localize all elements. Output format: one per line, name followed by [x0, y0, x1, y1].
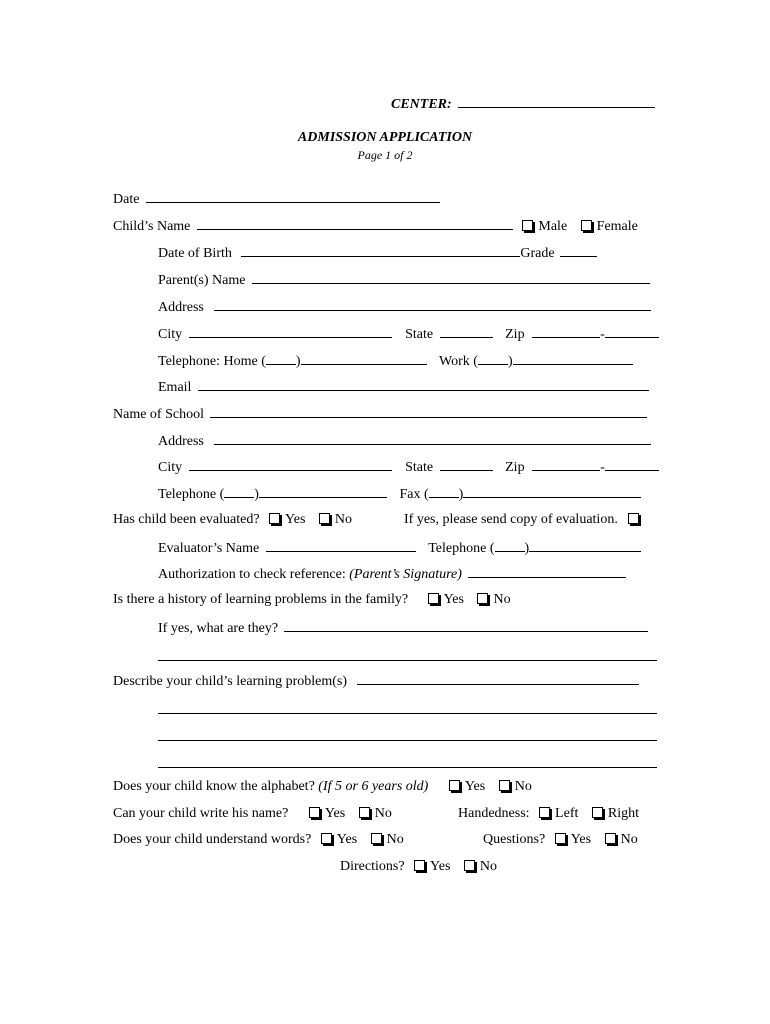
home-phone-label: Telephone: Home (	[158, 354, 266, 369]
dob-input[interactable]	[241, 244, 520, 257]
handedness-right-label: Right	[607, 806, 639, 821]
center-field	[391, 95, 655, 113]
history-question: Is there a history of learning problems in the family?	[113, 592, 409, 607]
directions-row	[340, 859, 497, 875]
handedness-right-checkbox[interactable]	[592, 807, 603, 818]
dob-row	[158, 244, 597, 262]
fax-label: Fax (	[399, 487, 429, 502]
grade-input[interactable]	[560, 244, 597, 257]
school-city-label: City	[158, 460, 183, 475]
form-title: ADMISSION APPLICATION	[297, 130, 473, 145]
signature-input[interactable]	[468, 565, 626, 578]
child-name-label: Child’s Name	[113, 219, 191, 234]
date-row	[113, 190, 440, 208]
evaluated-question: Has child been evaluated?	[113, 512, 260, 527]
history-followup-line-2[interactable]	[158, 660, 657, 661]
alphabet-note: (If 5 or 6 years old)	[318, 779, 429, 794]
write-name-yes-label: Yes	[324, 806, 346, 821]
male-label: Male	[538, 219, 568, 234]
school-phone-input[interactable]	[259, 485, 387, 498]
history-followup-input[interactable]	[284, 619, 648, 632]
alphabet-question: Does your child know the alphabet?	[113, 779, 315, 794]
directions-yes-label: Yes	[430, 859, 451, 874]
write-name-question: Can your child write his name?	[113, 806, 289, 821]
school-zip-ext-input[interactable]	[605, 458, 659, 471]
school-name-label: Name of School	[113, 407, 204, 422]
evaluator-row	[158, 539, 641, 557]
child-address-input[interactable]	[214, 298, 651, 311]
school-state-label: State	[405, 460, 434, 475]
words-no-checkbox[interactable]	[371, 833, 382, 844]
history-no-label: No	[493, 592, 511, 607]
evaluator-phone-label: Telephone (	[428, 541, 495, 556]
authorization-row	[158, 565, 626, 583]
child-city-input[interactable]	[189, 325, 392, 338]
describe-input[interactable]	[357, 672, 639, 685]
center-input[interactable]	[458, 95, 655, 108]
email-label: Email	[158, 380, 192, 395]
school-phone-row	[158, 485, 641, 503]
parents-row	[158, 271, 650, 289]
work-paren-close: )	[507, 354, 513, 369]
parents-input[interactable]	[252, 271, 650, 284]
handedness-label: Handedness:	[458, 806, 530, 821]
child-zip-label: Zip	[505, 327, 525, 342]
alphabet-row	[113, 779, 532, 795]
parents-label: Parent(s) Name	[158, 273, 246, 288]
female-label: Female	[596, 219, 638, 234]
grade-label: Grade	[520, 246, 555, 261]
date-input[interactable]	[146, 190, 440, 203]
evaluator-paren-close: )	[524, 541, 530, 556]
questions-row	[483, 832, 638, 848]
email-row	[158, 378, 649, 396]
alphabet-yes-checkbox[interactable]	[449, 780, 460, 791]
female-checkbox[interactable]	[581, 220, 592, 231]
school-city-row	[158, 458, 659, 476]
signature-hint: (Parent’s Signature)	[349, 567, 462, 582]
dob-label: Date of Birth	[158, 246, 232, 261]
male-checkbox[interactable]	[522, 220, 533, 231]
evaluated-yes-checkbox[interactable]	[269, 513, 280, 524]
child-zip-dash: -	[600, 327, 605, 342]
words-no-label: No	[386, 832, 404, 847]
directions-yes-checkbox[interactable]	[414, 860, 425, 871]
authorization-label: Authorization to check reference:	[158, 567, 346, 582]
school-phone-label: Telephone (	[158, 487, 225, 502]
child-address-row	[158, 298, 651, 316]
alphabet-yes-label: Yes	[464, 779, 486, 794]
write-name-row	[113, 806, 392, 822]
history-yes-label: Yes	[443, 592, 464, 607]
school-state-input[interactable]	[440, 458, 493, 471]
fax-input[interactable]	[463, 485, 641, 498]
child-zip-ext-input[interactable]	[605, 325, 659, 338]
fax-area-code-input[interactable]	[429, 485, 459, 498]
describe-row	[113, 672, 639, 690]
handedness-left-label: Left	[555, 806, 579, 821]
work-area-code-input[interactable]	[478, 352, 508, 365]
school-zip-dash: -	[600, 460, 605, 475]
school-zip-label: Zip	[505, 460, 525, 475]
directions-label: Directions?	[340, 859, 405, 874]
words-question: Does your child understand words?	[113, 832, 312, 847]
page-indicator: Page 1 of 2	[357, 148, 413, 162]
questions-no-label: No	[620, 832, 638, 847]
alphabet-no-label: No	[514, 779, 532, 794]
school-paren-close: )	[254, 487, 259, 502]
write-name-yes-checkbox[interactable]	[309, 807, 320, 818]
handedness-left-checkbox[interactable]	[539, 807, 550, 818]
work-phone-input[interactable]	[513, 352, 633, 365]
send-copy-row	[404, 512, 644, 528]
words-yes-label: Yes	[336, 832, 358, 847]
child-address-label: Address	[158, 300, 204, 315]
evaluated-row	[113, 512, 352, 528]
evaluator-name-label: Evaluator’s Name	[158, 541, 260, 556]
describe-line-3[interactable]	[158, 740, 657, 741]
date-label: Date	[113, 192, 140, 207]
child-phone-row	[158, 352, 633, 370]
evaluated-no-label: No	[334, 512, 353, 527]
words-row	[113, 832, 404, 848]
evaluator-phone-input[interactable]	[529, 539, 641, 552]
fax-paren-close: )	[458, 487, 464, 502]
school-zip-input[interactable]	[532, 458, 600, 471]
describe-line-4[interactable]	[158, 767, 657, 768]
evaluated-yes-label: Yes	[285, 512, 306, 527]
child-state-input[interactable]	[440, 325, 493, 338]
child-name-row	[113, 217, 638, 235]
school-name-input[interactable]	[210, 405, 647, 418]
write-name-no-label: No	[374, 806, 392, 821]
questions-yes-label: Yes	[570, 832, 592, 847]
school-name-row	[113, 405, 647, 423]
describe-label: Describe your child’s learning problem(s)	[113, 674, 348, 689]
directions-no-checkbox[interactable]	[464, 860, 475, 871]
child-state-label: State	[405, 327, 434, 342]
directions-no-label: No	[479, 859, 498, 874]
work-phone-label: Work (	[439, 354, 478, 369]
words-yes-checkbox[interactable]	[321, 833, 332, 844]
school-address-label: Address	[158, 434, 204, 449]
history-yes-checkbox[interactable]	[428, 593, 439, 604]
questions-no-checkbox[interactable]	[605, 833, 616, 844]
school-area-code-input[interactable]	[224, 485, 254, 498]
child-name-input[interactable]	[197, 217, 513, 230]
school-address-row	[158, 432, 651, 450]
child-city-label: City	[158, 327, 183, 342]
write-name-no-checkbox[interactable]	[359, 807, 370, 818]
school-address-input[interactable]	[214, 432, 651, 445]
questions-yes-checkbox[interactable]	[555, 833, 566, 844]
history-followup-row	[158, 619, 648, 637]
handedness-row	[458, 806, 639, 822]
home-paren-close: )	[295, 354, 301, 369]
evaluator-name-input[interactable]	[266, 539, 416, 552]
evaluated-no-checkbox[interactable]	[319, 513, 330, 524]
home-area-code-input[interactable]	[266, 352, 296, 365]
describe-line-2[interactable]	[158, 713, 657, 714]
child-zip-input[interactable]	[532, 325, 600, 338]
history-followup-label: If yes, what are they?	[158, 621, 279, 636]
alphabet-no-checkbox[interactable]	[499, 780, 510, 791]
child-city-row	[158, 325, 659, 343]
send-copy-checkbox[interactable]	[628, 513, 639, 524]
school-city-input[interactable]	[189, 458, 392, 471]
send-copy-text: If yes, please send copy of evaluation.	[404, 512, 618, 527]
evaluator-area-code-input[interactable]	[495, 539, 525, 552]
center-label: CENTER:	[391, 97, 452, 112]
history-row	[113, 592, 511, 608]
questions-label: Questions?	[483, 832, 546, 847]
email-input[interactable]	[198, 378, 649, 391]
home-phone-input[interactable]	[301, 352, 427, 365]
history-no-checkbox[interactable]	[477, 593, 488, 604]
